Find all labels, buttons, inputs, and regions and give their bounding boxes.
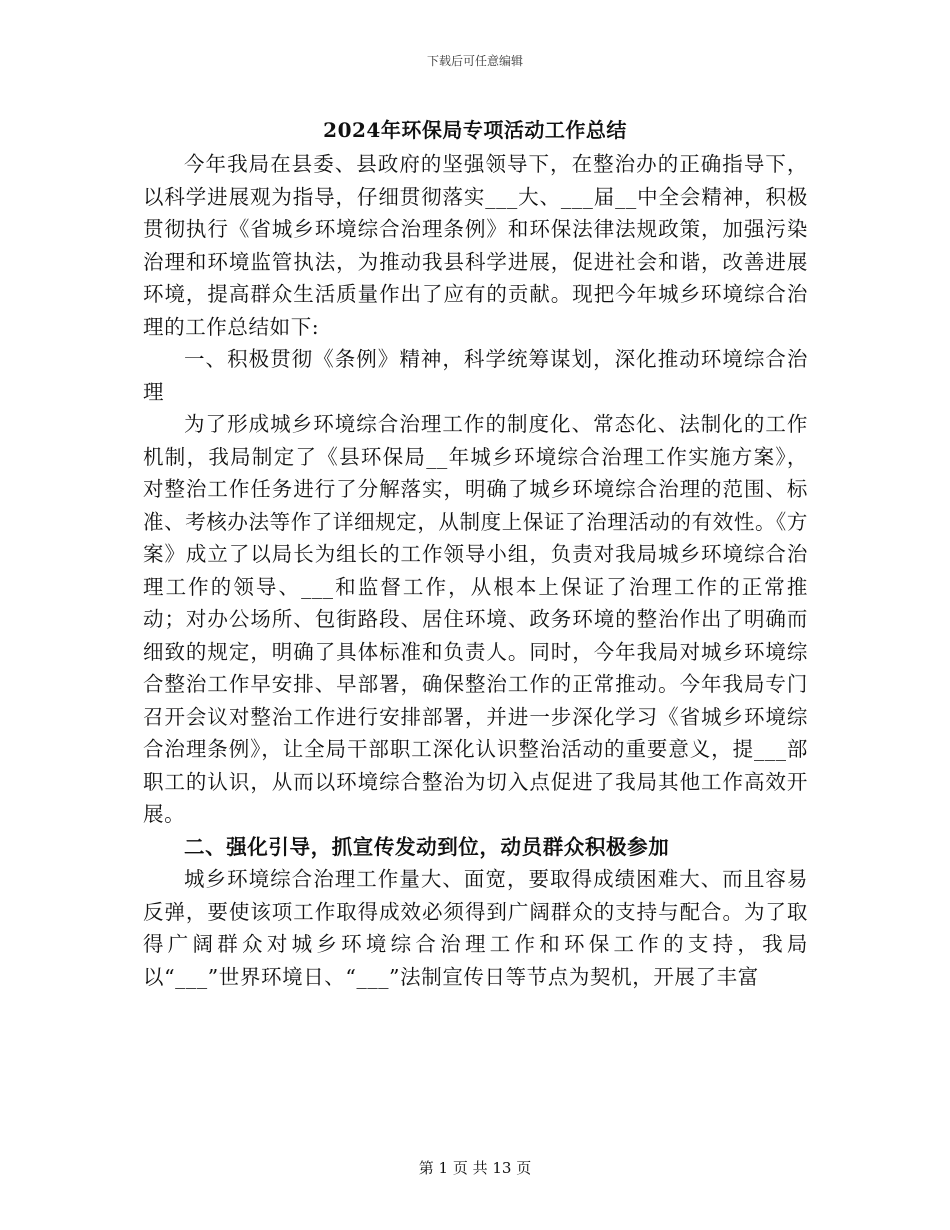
document-title: 2024年环保局专项活动工作总结 [323,118,627,142]
header-note: 下载后可任意编辑 [426,54,523,68]
document-body [143,148,808,993]
section-heading-2: 二、强化引导，抓宣传发动到位，动员群众积极参加 [184,834,670,859]
paragraph-section-1: 为了形成城乡环境综合治理工作的制度化、常态化、法制化的工作机制，我局制定了《县环保局__年城乡环境综合治理工作实施方案》，对整治工作任务进行了分解落实，明确了城乡环境综合治理的范围、标准、考核办法等作了详细规定，从制度上保证了治理活动的有效性。《方案》成立了以局长为组长的工作领导小组，负责对我局城乡环境综合治理工作的领导、___和监督工作，从根本上保证了治理工作的正常推动；对办公场所、包街路段、居住环境、政务环境的整治作出了明确而细致的规定，明确了具体标准和负责人。同时，今年我局对城乡环境综合整治工作早安排、早部署，确保整治工作的正常推动。今年我局专门召开会议对整治工作进行安排部署，并进一步深化学习《省城乡环境综合治理条例》，让全局干部职工深化认识整治活动的重要意义，提___部职工的认识，从而以环境综合整治为切入点促进了我局其他工作高效开展。 [143,412,808,826]
paragraph-section-2: 城乡环境综合治理工作量大、面宽，要取得成绩困难大、而且容易反弹，要使该项工作取得成效必须得到广阔群众的支持与配合。为了取得广阔群众对城乡环境综合治理工作和环保工作的支持，我局以“___”世界环境日、“___”法制宣传日等节点为契机，开展了丰富 [143,867,808,989]
section-heading-1: 一、积极贯彻《条例》精神，科学统筹谋划，深化推动环境综合治理 [143,347,808,404]
paragraph-intro: 今年我局在县委、县政府的坚强领导下，在整治办的正确指导下，以科学进展观为指导，仔细贯彻落实___大、___届__中全会精神，积极贯彻执行《省城乡环境综合治理条例》和环保法律法规政策，加强污染治理和环境监管执法，为推动我县科学进展，促进社会和谐，改善进展环境，提高群众生活质量作出了应有的贡献。现把今年城乡环境综合治理的工作总结如下: [143,152,808,339]
page-number: 第 1 页 共 13 页 [418,1159,532,1177]
